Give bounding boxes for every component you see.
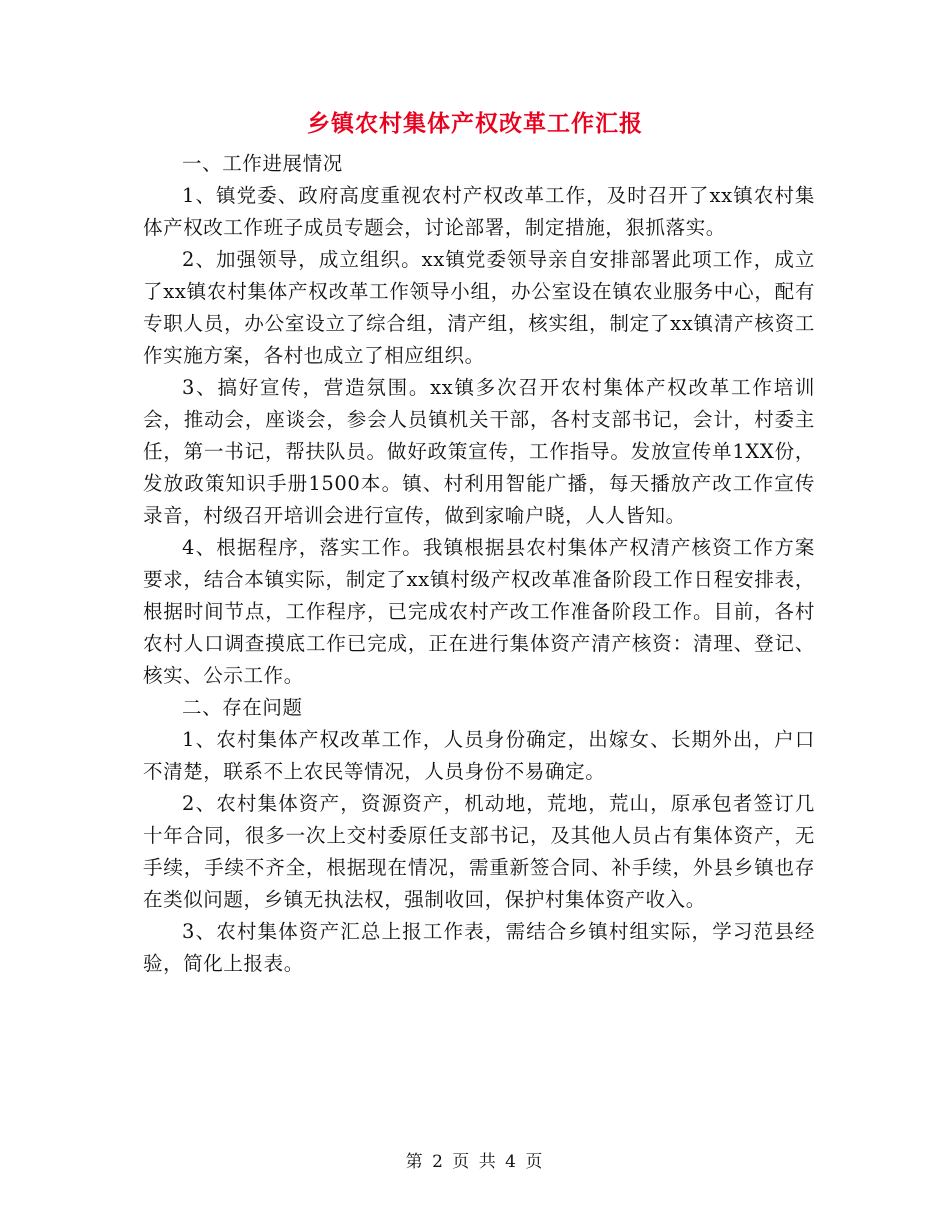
paragraph: 3、农村集体资产汇总上报工作表，需结合乡镇村组实际，学习范县经验，简化上报表。 [143,920,815,975]
section-heading-progress: 一、工作进展情况 [182,152,343,175]
document-title: 乡镇农村集体产权改革工作汇报 [307,110,643,137]
paragraph: 2、农村集体资产，资源资产，机动地，荒地，荒山，原承包者签订几十年合同，很多一次上交村委原任支部书记，及其他人员占有集体资产，无手续，手续不齐全，根据现在情况，需重新签合同、补手续，外县乡镇也存在类似问题，乡镇无执法权，强制收回，保护村集体资产收入。 [143,792,815,911]
paragraph: 1、农村集体产权改革工作，人员身份确定，出嫁女、长期外出，户口不清楚，联系不上农民等情况，人员身份不易确定。 [143,728,815,783]
page-footer: 第 2 页 共 4 页 [405,1152,545,1172]
document-body [143,148,815,980]
paragraph: 1、镇党委、政府高度重视农村产权改革工作，及时召开了xx镇农村集体产权改工作班子成员专题会，讨论部署，制定措施，狠抓落实。 [143,184,815,239]
paragraph: 3、搞好宣传，营造氛围。xx镇多次召开农村集体产权改革工作培训会，推动会，座谈会，参会人员镇机关干部，各村支部书记，会计，村委主任，第一书记，帮扶队员。做好政策宣传，工作指导。发放宣传单1XX份，发放政策知识手册1500本。镇、村利用智能广播，每天播放产改工作宣传录音，村级召开培训会进行宣传，做到家喻户晓，人人皆知。 [143,376,815,527]
paragraph: 4、根据程序，落实工作。我镇根据县农村集体产权清产核资工作方案要求，结合本镇实际，制定了xx镇村级产权改革准备阶段工作日程安排表，根据时间节点，工作程序，已完成农村产改工作准备阶段工作。目前，各村农村人口调查摸底工作已完成，正在进行集体资产清产核资：清理、登记、核实、公示工作。 [143,536,815,687]
section-heading-problems: 二、存在问题 [182,696,303,719]
paragraph: 2、加强领导，成立组织。xx镇党委领导亲自安排部署此项工作，成立了xx镇农村集体产权改革工作领导小组，办公室设在镇农业服务中心，配有专职人员，办公室设立了综合组，清产组，核实组，制定了xx镇清产核资工作实施方案，各村也成立了相应组织。 [143,248,815,367]
